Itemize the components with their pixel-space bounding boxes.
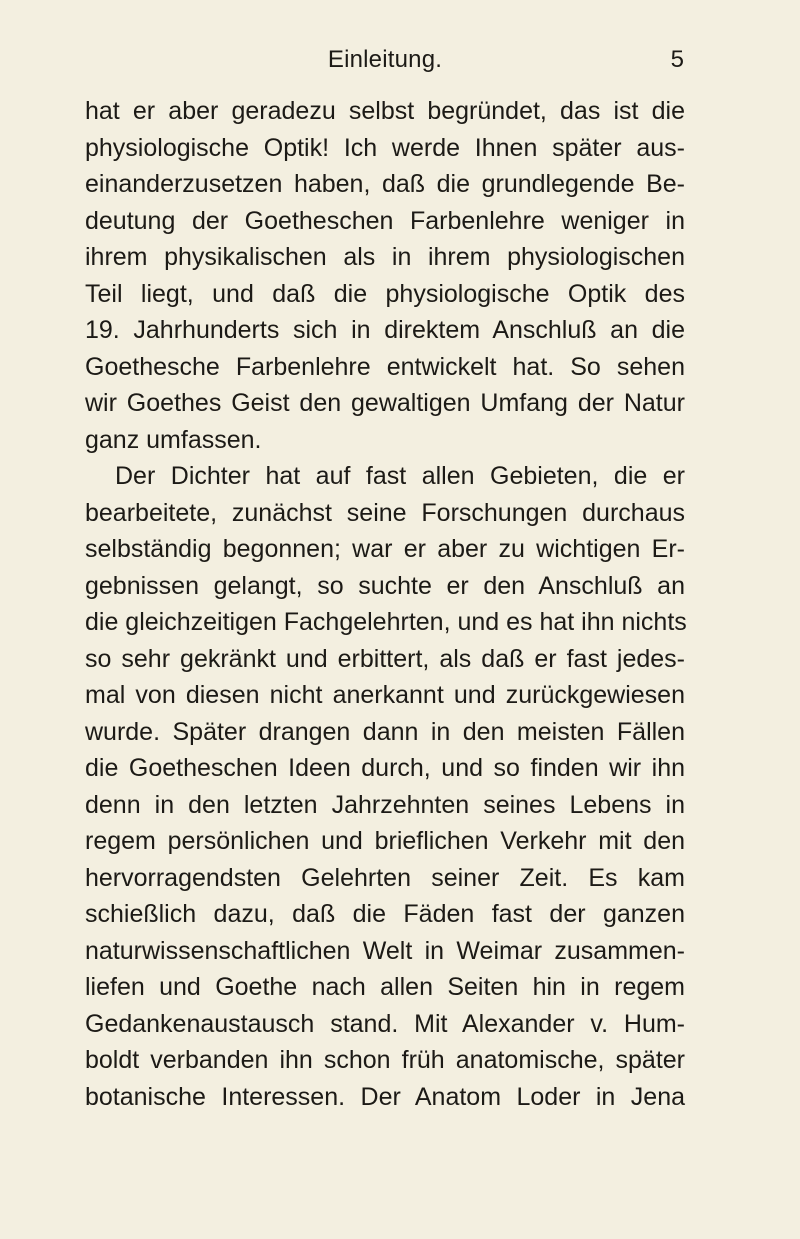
text-line: schießlich dazu, daß die Fäden fast der ganzen — [85, 900, 685, 928]
running-head — [86, 44, 684, 76]
paragraph-end-line: ganz umfassen. — [85, 425, 262, 454]
text-line: physiologische Optik! Ich werde Ihnen später aus- — [85, 133, 685, 162]
text-line: wurde. Später drangen dann in den meisten Fällen — [85, 717, 685, 746]
text-line: die gleichzeitigen Fachgelehrten, und es hat ihn nichts — [85, 608, 687, 636]
text-line: Goethesche Farbenlehre entwickelt hat. So sehen — [85, 352, 685, 381]
text-line: botanische Interessen. Der Anatom Loder in Jena — [85, 1082, 685, 1111]
text-line: hervorragendsten Gelehrten seiner Zeit. Es kam — [85, 863, 685, 892]
text-line: Gedankenaustausch stand. Mit Alexander v. Hum- — [85, 1009, 685, 1038]
page-number: 5 — [670, 46, 684, 73]
text-line: gebnissen gelangt, so suchte er den Anschluß an — [85, 571, 685, 600]
paragraph-start-line: Der Dichter hat auf fast allen Gebieten, die er — [115, 462, 685, 490]
text-line: einanderzusetzen haben, daß die grundlegende Be- — [85, 170, 685, 198]
chapter-title: Einleitung. — [327, 46, 443, 73]
text-line: naturwissenschaftlichen Welt in Weimar zusammen- — [85, 936, 685, 965]
text-line: bearbeitete, zunächst seine Forschungen durchaus — [85, 498, 685, 527]
text-line: 19. Jahrhunderts sich in direktem Anschluß an die — [85, 316, 685, 344]
text-line: Teil liegt, und daß die physiologische Optik des — [85, 279, 685, 308]
text-line: ihrem physikalischen als in ihrem physiologischen — [85, 243, 685, 271]
text-line: wir Goethes Geist den gewaltigen Umfang der Natur — [85, 389, 685, 417]
text-line: denn in den letzten Jahrzehnten seines Lebens in — [85, 790, 685, 819]
text-line: boldt verbanden ihn schon früh anatomische, später — [85, 1046, 685, 1074]
text-line: liefen und Goethe nach allen Seiten hin in regem — [85, 973, 685, 1001]
text-line: regem persönlichen und brieflichen Verkehr mit den — [85, 827, 685, 855]
body-text — [85, 93, 685, 1115]
text-line: die Goetheschen Ideen durch, und so finden wir ihn — [85, 754, 685, 782]
text-line: selbständig begonnen; war er aber zu wichtigen Er- — [85, 535, 685, 563]
text-line: mal von diesen nicht anerkannt und zurückgewiesen — [85, 681, 685, 709]
text-line: hat er aber geradezu selbst begründet, das ist die — [85, 97, 685, 125]
text-line: deutung der Goetheschen Farbenlehre weniger in — [85, 206, 685, 235]
text-line: so sehr gekränkt und erbittert, als daß er fast jedes- — [85, 644, 685, 673]
